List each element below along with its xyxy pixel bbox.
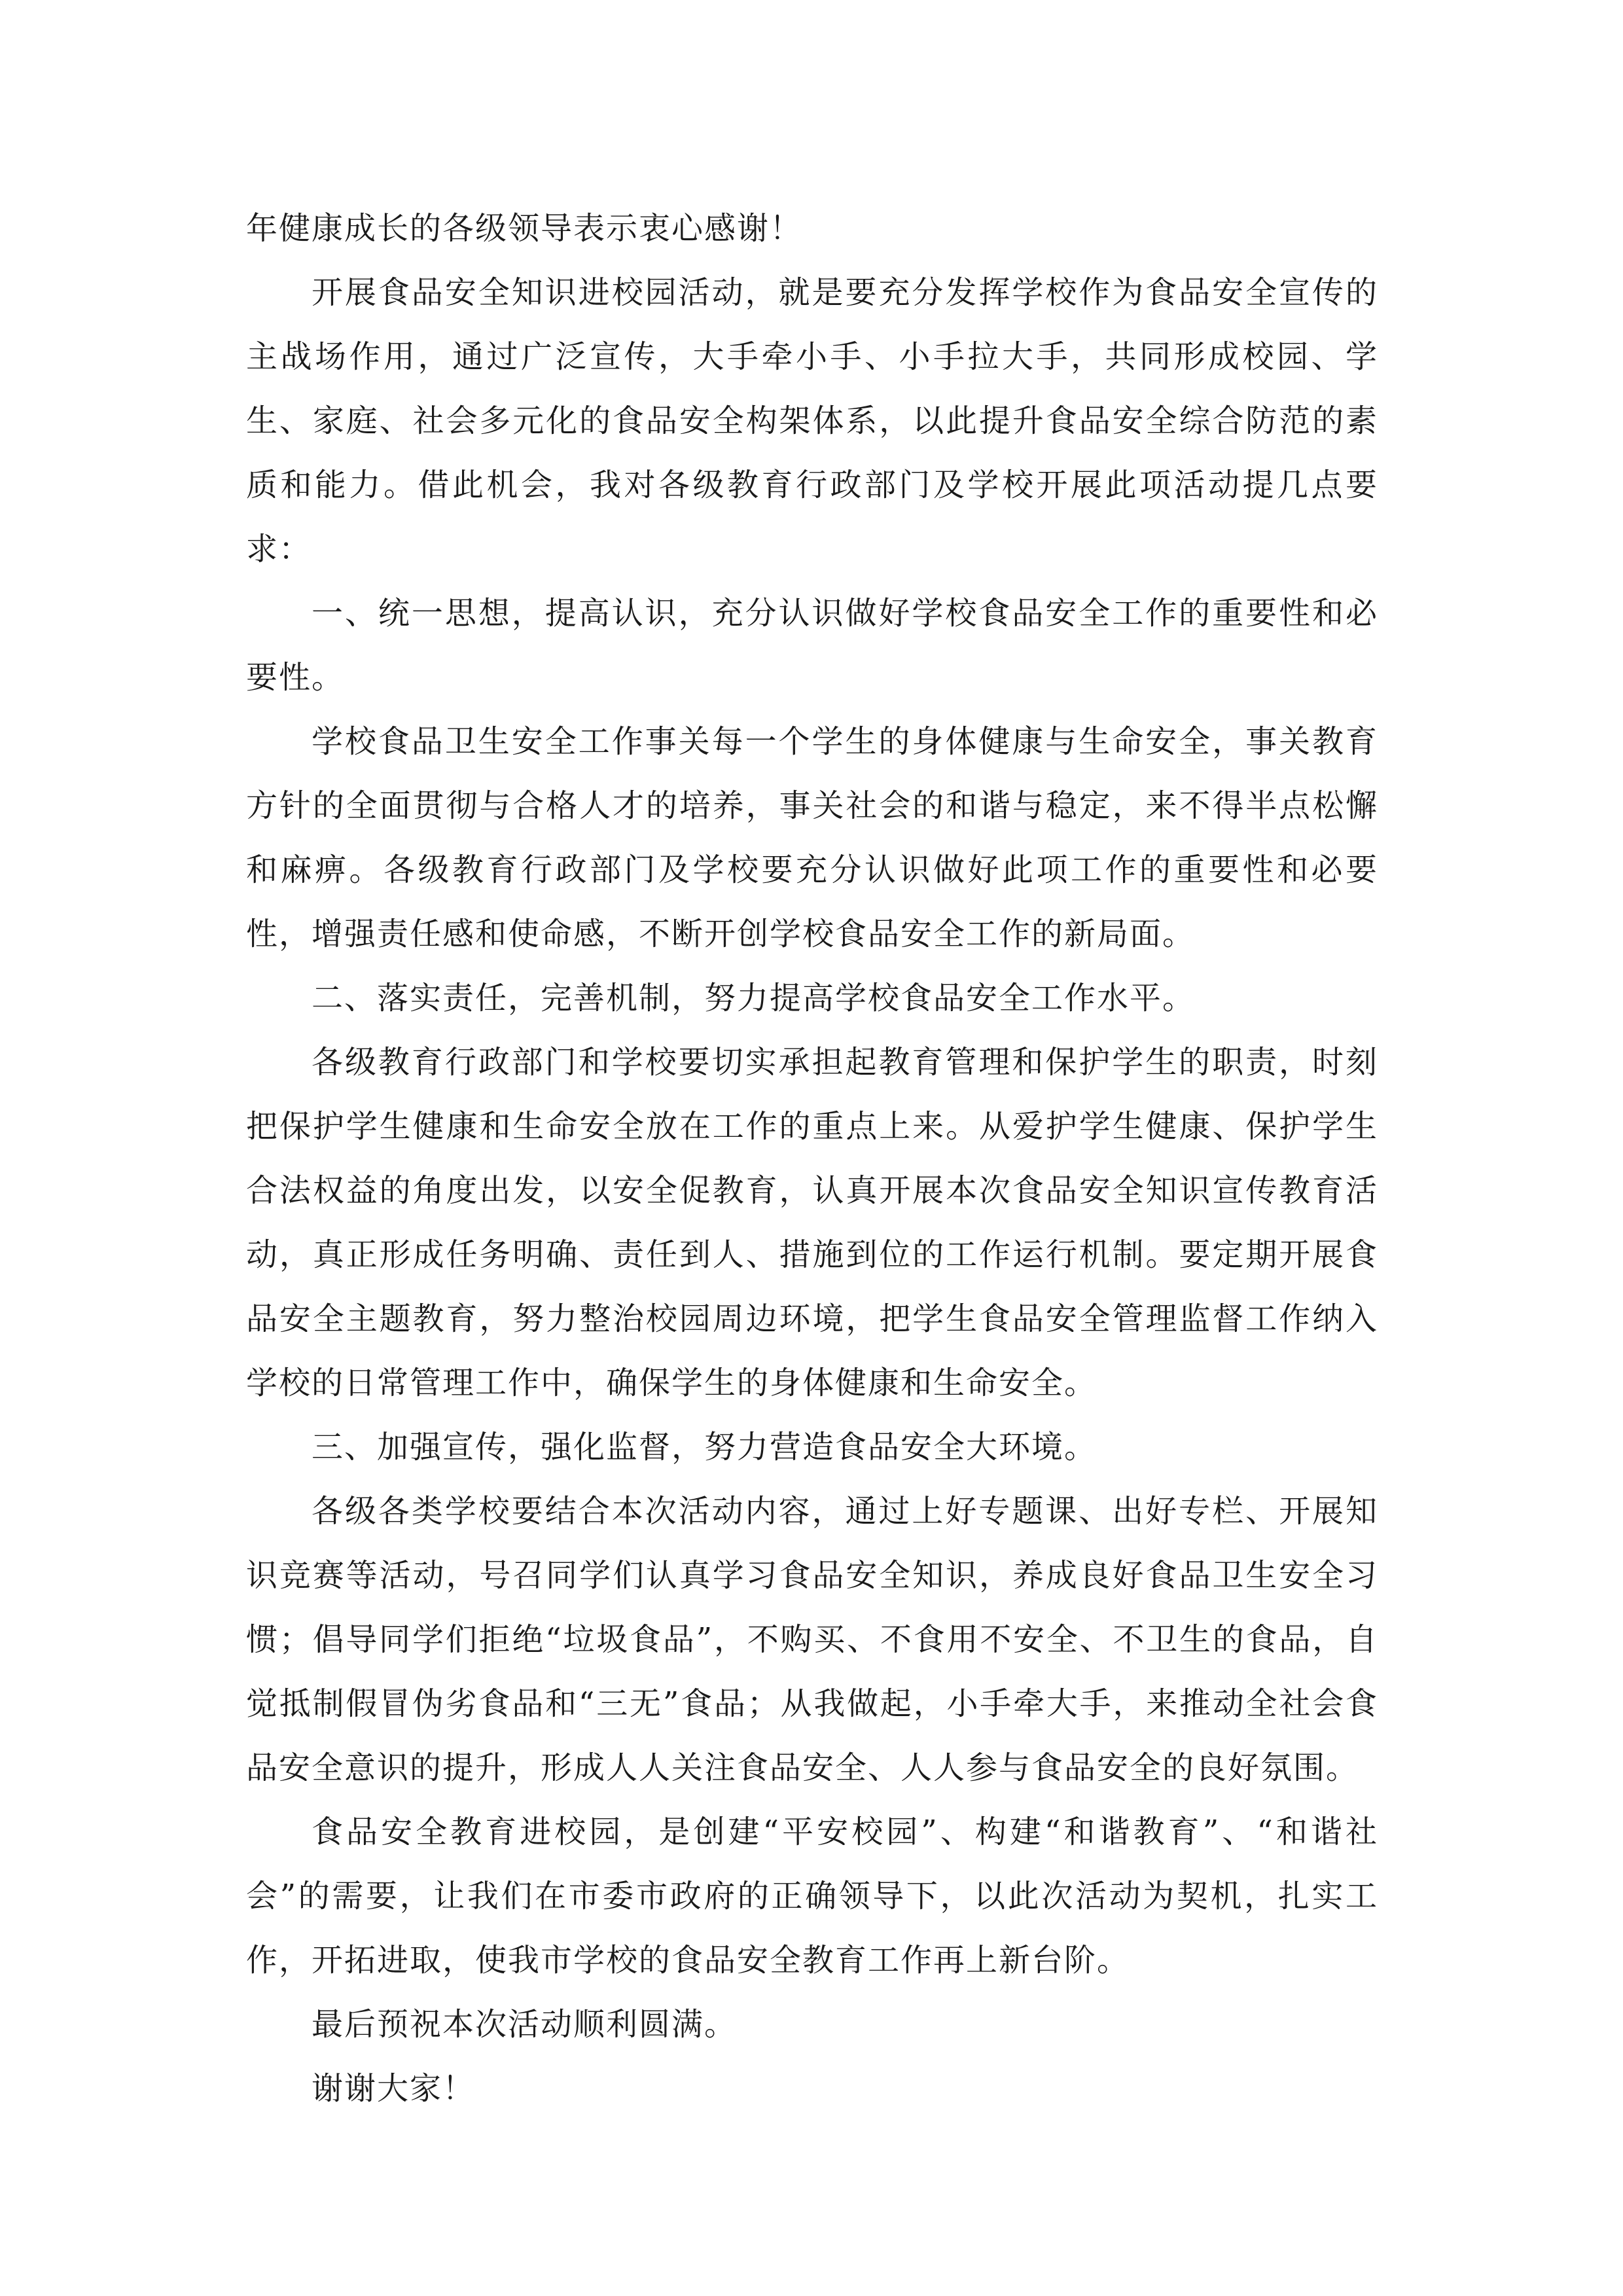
- paragraph-section-two-body: 各级教育行政部门和学校要切实承担起教育管理和保护学生的职责，时刻把保护学生健康和生命安全放在工作的重点上来。从爱护学生健康、保护学生合法权益的角度出发，以安全促教育，认真开展本次食品安全知识宣传教育活动，真正形成任务明确、责任到人、措施到位的工作运行机制。要定期开展食品安全主题教育，努力整治校园周边环境，把学生食品安全管理监督工作纳入学校的日常管理工作中，确保学生的身体健康和生命安全。: [246, 1044, 1378, 1401]
- paragraph-wishes: 最后预祝本次活动顺利圆满。: [312, 2006, 738, 2043]
- section-heading-three: 三、加强宣传，强化监督，努力营造食品安全大环境。: [312, 1429, 1097, 1465]
- paragraph-closing-thanks-continued: 年健康成长的各级领导表示衷心感谢！: [246, 210, 803, 247]
- paragraph-section-three-body: 各级各类学校要结合本次活动内容，通过上好专题课、出好专栏、开展知识竞赛等活动，号召同学们认真学习食品安全知识，养成良好食品卫生安全习惯；倡导同学们拒绝“垃圾食品”，不购买、不食用不安全、不卫生的食品，自觉抵制假冒伪劣食品和“三无”食品；从我做起，小手牵大手，来推动全社会食品安全意识的提升，形成人人关注食品安全、人人参与食品安全的良好氛围。: [246, 1493, 1378, 1786]
- document-body: [246, 196, 1378, 2121]
- paragraph-conclusion: 食品安全教育进校园，是创建“平安校园”、构建“和谐教育”、“和谐社会”的需要，让我们在市委市政府的正确领导下，以此次活动为契机，扎实工作，开拓进取，使我市学校的食品安全教育工作再上新台阶。: [246, 1814, 1378, 1979]
- section-heading-two: 二、落实责任，完善机制，努力提高学校食品安全工作水平。: [312, 980, 1196, 1016]
- paragraph-section-one-body: 学校食品卫生安全工作事关每一个学生的身体健康与生命安全，事关教育方针的全面贯彻与合格人才的培养，事关社会的和谐与稳定，来不得半点松懈和麻痹。各级教育行政部门及学校要充分认识做好此项工作的重要性和必要性，增强责任感和使命感，不断开创学校食品安全工作的新局面。: [246, 723, 1378, 952]
- section-heading-one: 一、统一思想，提高认识，充分认识做好学校食品安全工作的重要性和必要性。: [246, 595, 1378, 696]
- paragraph-thanks: 谢谢大家！: [312, 2070, 476, 2107]
- paragraph-activity-purpose: 开展食品安全知识进校园活动，就是要充分发挥学校作为食品安全宣传的主战场作用，通过广泛宣传，大手牵小手、小手拉大手，共同形成校园、学生、家庭、社会多元化的食品安全构架体系，以此提升食品安全综合防范的素质和能力。借此机会，我对各级教育行政部门及学校开展此项活动提几点要求：: [246, 274, 1378, 567]
